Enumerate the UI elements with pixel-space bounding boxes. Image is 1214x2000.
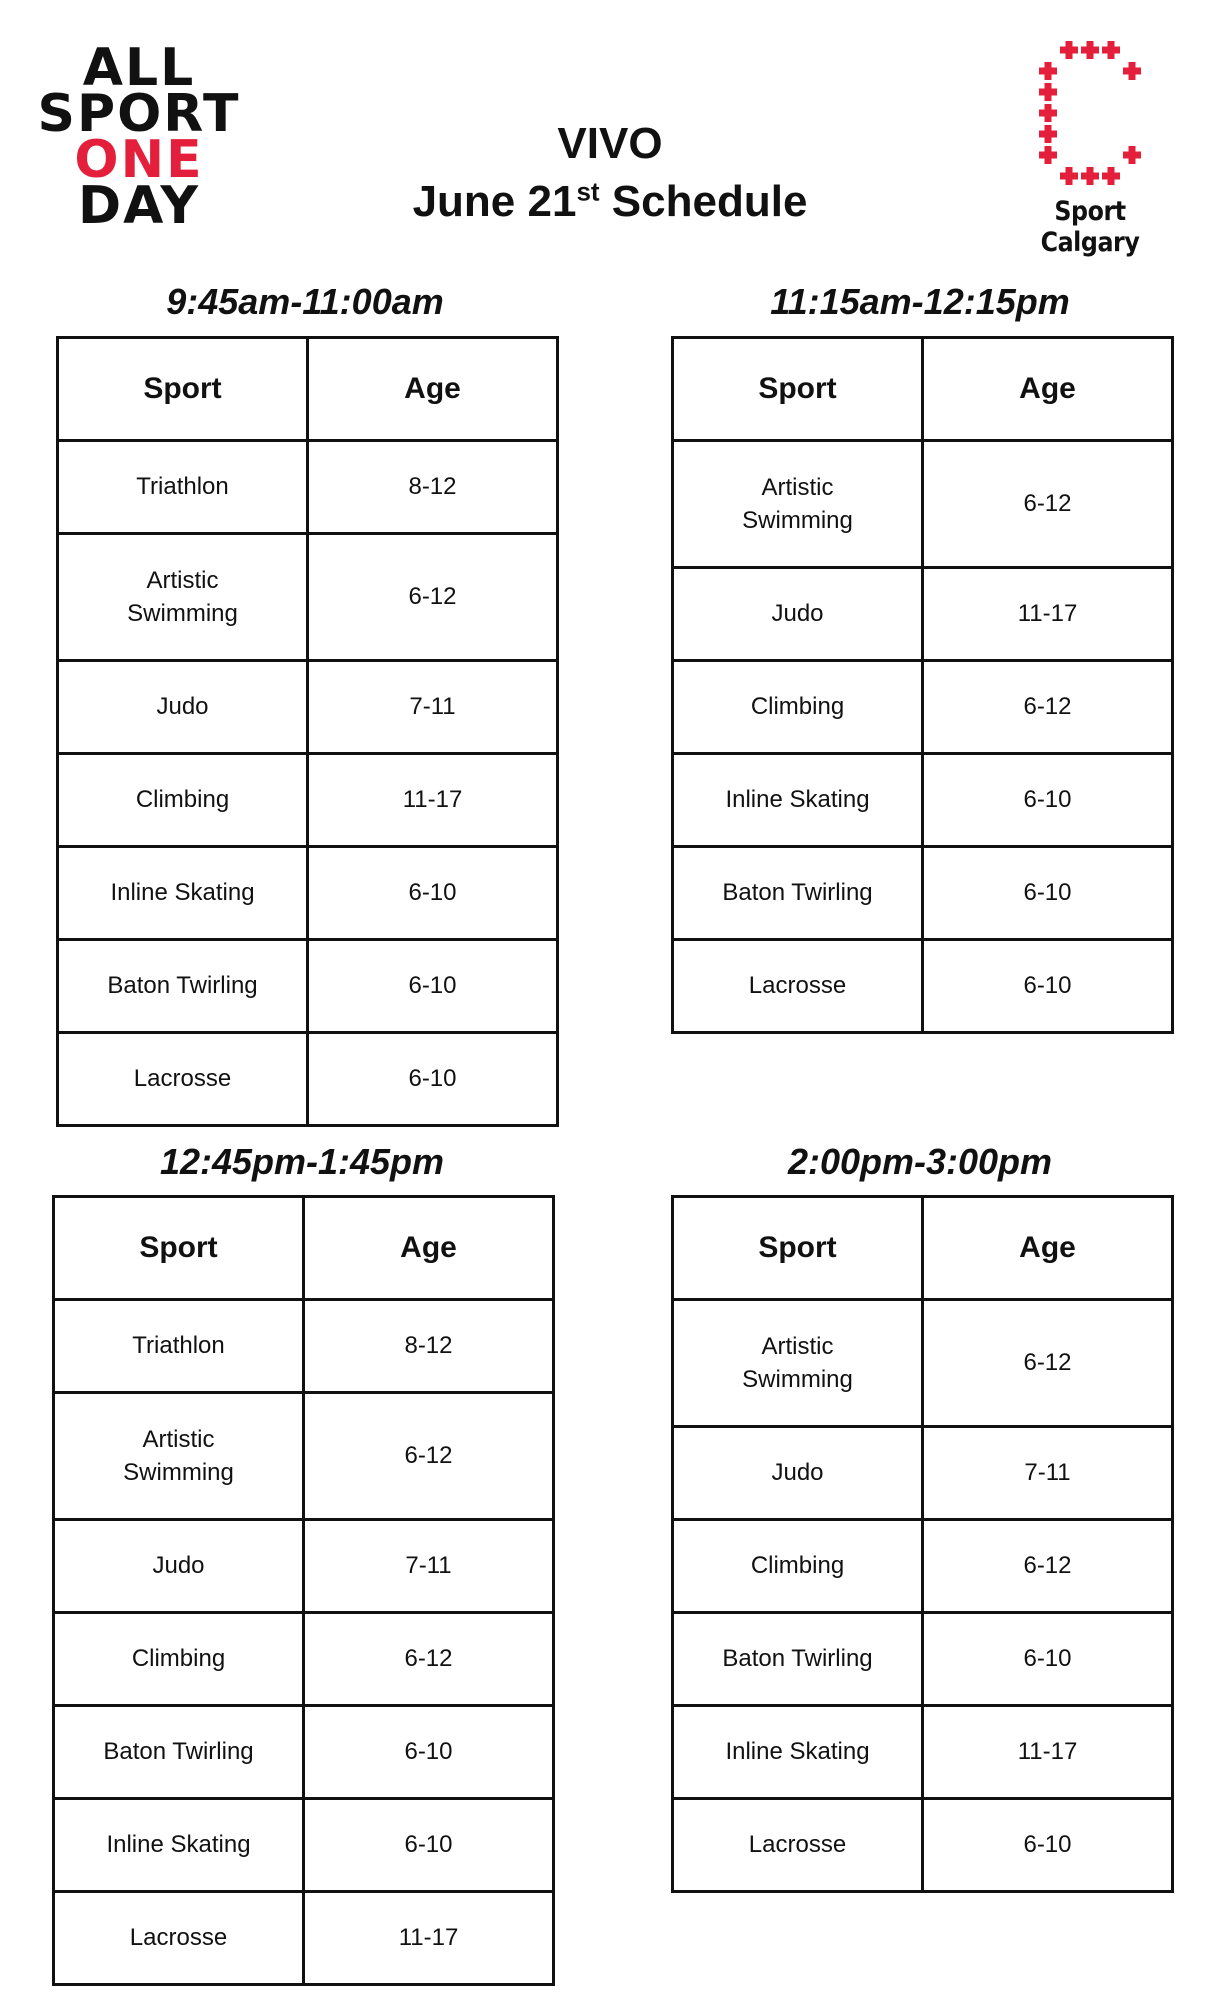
sport-cell: Baton Twirling: [673, 1613, 923, 1706]
logo-cross-shape: [1039, 146, 1057, 164]
table-row: [673, 847, 1173, 940]
table-row: [58, 1033, 558, 1126]
table-row: [58, 940, 558, 1033]
schedule-table-4: [671, 1195, 1174, 1893]
sport-calgary-brand-text: Sport Calgary: [1040, 196, 1140, 258]
sport-cell: Artistic Swimming: [54, 1393, 304, 1520]
table-row: [54, 1706, 554, 1799]
sport-column-header: Sport: [54, 1197, 304, 1300]
logo-word-sport: SPORT: [37, 84, 241, 144]
table-row: [58, 754, 558, 847]
table-row: [673, 1799, 1173, 1892]
sport-cell: Inline Skating: [673, 754, 923, 847]
table-row: [54, 1892, 554, 1985]
sport-cell: Climbing: [673, 661, 923, 754]
title-date-main: June 21: [412, 177, 577, 226]
logo-cross-shape: [1102, 41, 1120, 59]
sport-column-header: Sport: [673, 338, 923, 441]
sport-cell: Artistic Swimming: [673, 1300, 923, 1427]
title-date-suffix: st: [576, 176, 600, 207]
sport-cell: Lacrosse: [673, 940, 923, 1033]
age-cell: 6-10: [923, 940, 1173, 1033]
age-cell: 7-11: [923, 1427, 1173, 1520]
sport-cell: Lacrosse: [54, 1892, 304, 1985]
age-column-header: Age: [923, 1197, 1173, 1300]
age-column-header: Age: [308, 338, 558, 441]
logo-word-day: DAY: [77, 176, 201, 236]
sport-cell: Inline Skating: [58, 847, 308, 940]
logo-word-one: ONE: [74, 130, 204, 190]
sport-cell: Baton Twirling: [58, 940, 308, 1033]
age-column-header: Age: [923, 338, 1173, 441]
sport-cell: Judo: [673, 568, 923, 661]
time-slot-heading-3: 12:45pm-1:45pm: [159, 1141, 445, 1182]
logo-cross-shape: [1039, 125, 1057, 143]
logo-cross-shape: [1039, 104, 1057, 122]
all-sport-one-day-logo: [34, 38, 244, 236]
table-row: [673, 661, 1173, 754]
sport-cell: Artistic Swimming: [673, 441, 923, 568]
schedule-table-1: [56, 336, 559, 1127]
age-cell: 6-10: [308, 940, 558, 1033]
table-row: [54, 1393, 554, 1520]
age-cell: 6-12: [308, 534, 558, 661]
table-row: [54, 1300, 554, 1393]
logo-cross-shape: [1123, 62, 1141, 80]
age-cell: 6-10: [304, 1799, 554, 1892]
logo-cross-shape: [1102, 167, 1120, 185]
table-row: [673, 568, 1173, 661]
table-header-row: [673, 338, 1173, 441]
age-cell: 6-10: [308, 847, 558, 940]
sport-calgary-logo: [1000, 36, 1180, 258]
venue-title: VIVO: [557, 119, 663, 168]
table-header-row: [58, 338, 558, 441]
age-cell: 6-10: [923, 754, 1173, 847]
schedule-table-3: [52, 1195, 555, 1986]
table-row: [58, 847, 558, 940]
table-row: [673, 441, 1173, 568]
age-cell: 6-12: [923, 1300, 1173, 1427]
age-cell: 6-12: [923, 441, 1173, 568]
logo-word-all: ALL: [82, 38, 196, 98]
sport-cell: Baton Twirling: [54, 1706, 304, 1799]
title-schedule-word: Schedule: [599, 177, 808, 226]
sport-cell: Artistic Swimming: [58, 534, 308, 661]
table-row: [673, 754, 1173, 847]
sport-cell: Lacrosse: [673, 1799, 923, 1892]
sport-cell: Climbing: [673, 1520, 923, 1613]
sport-cell: Judo: [673, 1427, 923, 1520]
table-row: [54, 1613, 554, 1706]
age-cell: 6-12: [304, 1613, 554, 1706]
table-row: [673, 1706, 1173, 1799]
age-cell: 11-17: [923, 568, 1173, 661]
age-cell: 6-12: [304, 1393, 554, 1520]
sport-cell: Lacrosse: [58, 1033, 308, 1126]
sport-cell: Triathlon: [54, 1300, 304, 1393]
age-cell: 6-12: [923, 1520, 1173, 1613]
sport-column-header: Sport: [58, 338, 308, 441]
table-row: [58, 441, 558, 534]
age-cell: 6-12: [923, 661, 1173, 754]
logo-cross-shape: [1123, 146, 1141, 164]
table-header-row: [54, 1197, 554, 1300]
table-row: [673, 1613, 1173, 1706]
sport-cell: Judo: [54, 1520, 304, 1613]
sport-cell: Baton Twirling: [673, 847, 923, 940]
sport-cell: Inline Skating: [54, 1799, 304, 1892]
age-column-header: Age: [304, 1197, 554, 1300]
table-row: [54, 1799, 554, 1892]
time-slot-heading-2: 11:15am-12:15pm: [770, 281, 1070, 322]
age-cell: 11-17: [308, 754, 558, 847]
page-title: [330, 116, 890, 232]
sport-cell: Judo: [58, 661, 308, 754]
time-slot-heading-4: 2:00pm-3:00pm: [787, 1141, 1053, 1182]
table-row: [58, 534, 558, 661]
age-cell: 8-12: [304, 1300, 554, 1393]
table-row: [673, 1300, 1173, 1427]
age-cell: 6-10: [923, 847, 1173, 940]
table-header-row: [673, 1197, 1173, 1300]
table-row: [58, 661, 558, 754]
sport-cell: Climbing: [58, 754, 308, 847]
sport-cell: Triathlon: [58, 441, 308, 534]
table-row: [673, 1520, 1173, 1613]
table-row: [673, 1427, 1173, 1520]
logo-cross-shape: [1081, 167, 1099, 185]
age-cell: 7-11: [308, 661, 558, 754]
logo-cross-shape: [1039, 62, 1057, 80]
sport-calgary-c-mark-icon: [1030, 36, 1150, 186]
logo-cross-shape: [1060, 41, 1078, 59]
sport-cell: Climbing: [54, 1613, 304, 1706]
table-row: [54, 1520, 554, 1613]
time-slot-heading-1: 9:45am-11:00am: [166, 281, 444, 322]
schedule-date-title: [330, 172, 890, 232]
age-cell: 7-11: [304, 1520, 554, 1613]
age-cell: 6-10: [923, 1799, 1173, 1892]
logo-cross-shape: [1060, 167, 1078, 185]
age-cell: 6-10: [304, 1706, 554, 1799]
logo-cross-shape: [1081, 41, 1099, 59]
schedule-table-2: [671, 336, 1174, 1034]
sport-cell: Inline Skating: [673, 1706, 923, 1799]
age-cell: 8-12: [308, 441, 558, 534]
age-cell: 11-17: [304, 1892, 554, 1985]
sport-column-header: Sport: [673, 1197, 923, 1300]
age-cell: 11-17: [923, 1706, 1173, 1799]
age-cell: 6-10: [923, 1613, 1173, 1706]
logo-cross-shape: [1039, 83, 1057, 101]
age-cell: 6-10: [308, 1033, 558, 1126]
table-row: [673, 940, 1173, 1033]
